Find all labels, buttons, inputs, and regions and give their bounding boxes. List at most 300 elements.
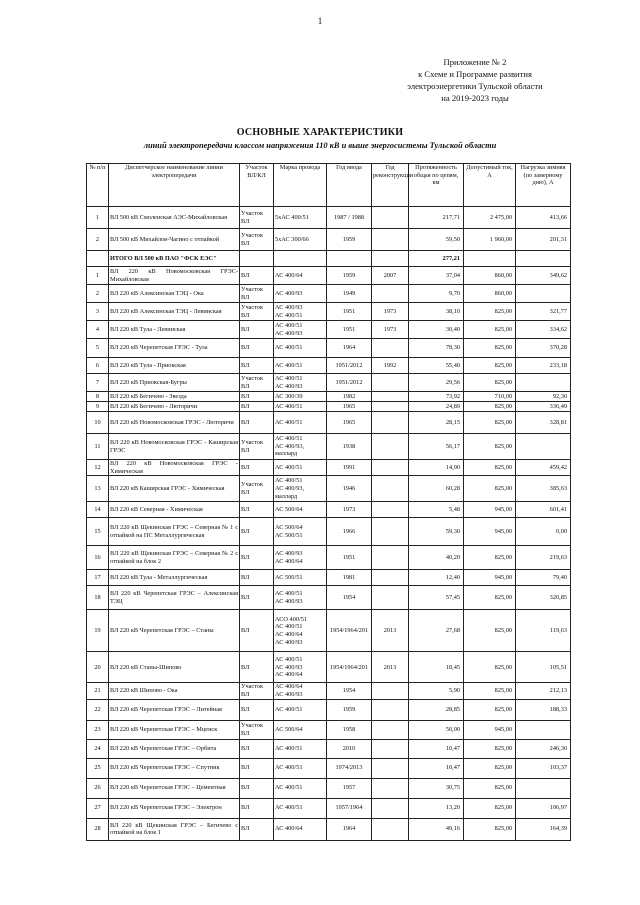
winter-load: 103,37 bbox=[516, 758, 571, 778]
table-row bbox=[87, 392, 571, 402]
table-row bbox=[87, 303, 571, 321]
table-row bbox=[87, 683, 571, 699]
year-commissioned: 1954 bbox=[327, 586, 372, 610]
year-reconstructed bbox=[372, 251, 409, 267]
allowed-current: 825,00 bbox=[464, 434, 516, 460]
section-type: ВЛ bbox=[240, 339, 274, 358]
table-row bbox=[87, 586, 571, 610]
table-row bbox=[87, 267, 571, 285]
line-name: ВЛ 220 кВ Северная - Химическая bbox=[109, 502, 240, 518]
table-row bbox=[87, 374, 571, 392]
winter-load bbox=[516, 251, 571, 267]
section-type: Участок ВЛ bbox=[240, 683, 274, 699]
allowed-current: 710,00 bbox=[464, 392, 516, 402]
line-name: ВЛ 220 кВ Бегичево - Звезда bbox=[109, 392, 240, 402]
row-number: 13 bbox=[87, 476, 109, 502]
length-km: 60,28 bbox=[409, 476, 464, 502]
length-km: 28,85 bbox=[409, 699, 464, 720]
length-km: 5,48 bbox=[409, 502, 464, 518]
section-type: ВЛ bbox=[240, 739, 274, 758]
wire-type: АС 400/51 АС 400/93, маллард bbox=[274, 476, 327, 502]
row-number: 9 bbox=[87, 402, 109, 412]
length-km: 18,45 bbox=[409, 652, 464, 683]
appendix-line: электроэнергетики Тульской области bbox=[407, 81, 543, 91]
row-number: 28 bbox=[87, 818, 109, 840]
year-reconstructed bbox=[372, 758, 409, 778]
section-type: ВЛ bbox=[240, 502, 274, 518]
winter-load: 79,40 bbox=[516, 570, 571, 586]
year-commissioned: 1987 / 1988 bbox=[327, 207, 372, 229]
table-row bbox=[87, 321, 571, 339]
line-name: ВЛ 220 кВ Щекинская ГРЭС – Северная № 2 с отпайкой на блок 2 bbox=[109, 546, 240, 570]
allowed-current: 945,00 bbox=[464, 720, 516, 739]
wire-type: АС 500/64 bbox=[274, 502, 327, 518]
line-name: ВЛ 220 кВ Шипово - Ока bbox=[109, 683, 240, 699]
table-row bbox=[87, 546, 571, 570]
table-row bbox=[87, 476, 571, 502]
row-number: 2 bbox=[87, 229, 109, 251]
table-row bbox=[87, 758, 571, 778]
section-type: ВЛ bbox=[240, 402, 274, 412]
line-name: ВЛ 220 кВ Новомосковская ГРЭС-Михайловская bbox=[110, 267, 238, 283]
table-row bbox=[87, 502, 571, 518]
length-km: 38,10 bbox=[409, 303, 464, 321]
year-commissioned: 1964 bbox=[327, 339, 372, 358]
year-reconstructed bbox=[372, 460, 409, 476]
length-km: 14,90 bbox=[409, 460, 464, 476]
length-km: 24,89 bbox=[409, 402, 464, 412]
length-km: 277,21 bbox=[409, 251, 464, 267]
col-header: Диспетчерское наименование линии электропередачи bbox=[109, 164, 240, 207]
winter-load bbox=[516, 374, 571, 392]
year-commissioned: 1982 bbox=[327, 392, 372, 402]
section-type: ВЛ bbox=[240, 818, 274, 840]
wire-type: АС 400/51 bbox=[274, 402, 327, 412]
wire-type: АС 400/93 bbox=[274, 285, 327, 303]
table-row bbox=[87, 412, 571, 434]
year-commissioned: 1974/2013 bbox=[327, 758, 372, 778]
section-type: Участок ВЛ bbox=[240, 285, 274, 303]
year-reconstructed bbox=[372, 720, 409, 739]
year-commissioned: 1957/1964 bbox=[327, 798, 372, 818]
section-type: ВЛ bbox=[240, 267, 274, 285]
length-km: 37,04 bbox=[409, 267, 464, 285]
year-commissioned: 1949 bbox=[327, 285, 372, 303]
length-km: 50,00 bbox=[409, 720, 464, 739]
row-number: 27 bbox=[87, 798, 109, 818]
year-commissioned: 1954/1964/201 bbox=[327, 652, 372, 683]
col-header: Год ввода bbox=[327, 164, 372, 207]
wire-type: АС 400/51 bbox=[274, 412, 327, 434]
year-reconstructed: 2013 bbox=[372, 610, 409, 652]
power-lines-table bbox=[86, 163, 571, 841]
row-number: 14 bbox=[87, 502, 109, 518]
wire-type: АС 400/64 bbox=[274, 818, 327, 840]
length-km: 59,30 bbox=[409, 518, 464, 546]
row-number: 23 bbox=[87, 720, 109, 739]
allowed-current: 825,00 bbox=[464, 321, 516, 339]
year-reconstructed bbox=[372, 412, 409, 434]
winter-load: 320,85 bbox=[516, 586, 571, 610]
line-name: ВЛ 220 кВ Щекинская ГРЭС – Бегичево с отпайкой на блок 1 bbox=[109, 818, 240, 840]
section-type bbox=[240, 251, 274, 267]
line-name: ВЛ 220 кВ Черепетская ГРЭС – Литейная bbox=[109, 699, 240, 720]
year-reconstructed bbox=[372, 518, 409, 546]
year-reconstructed: 1992 bbox=[372, 358, 409, 374]
table-row bbox=[87, 285, 571, 303]
year-commissioned: 1991 bbox=[327, 460, 372, 476]
col-header: Участок ВЛ/КЛ bbox=[240, 164, 274, 207]
appendix-line: на 2019-2023 годы bbox=[441, 93, 509, 103]
length-km: 217,71 bbox=[409, 207, 464, 229]
year-reconstructed bbox=[372, 207, 409, 229]
allowed-current: 825,00 bbox=[464, 739, 516, 758]
length-km: 5,90 bbox=[409, 683, 464, 699]
length-km: 13,20 bbox=[409, 798, 464, 818]
row-number: 2 bbox=[87, 285, 109, 303]
length-km: 29,56 bbox=[409, 374, 464, 392]
allowed-current: 825,00 bbox=[464, 303, 516, 321]
wire-type: АС 400/51 bbox=[274, 798, 327, 818]
row-number: 6 bbox=[87, 358, 109, 374]
year-commissioned: 1951 bbox=[327, 303, 372, 321]
section-type: Участок ВЛ bbox=[240, 229, 274, 251]
year-reconstructed bbox=[372, 339, 409, 358]
row-number: 16 bbox=[87, 546, 109, 570]
year-commissioned: 1981 bbox=[327, 570, 372, 586]
table-row bbox=[87, 358, 571, 374]
allowed-current: 860,00 bbox=[464, 267, 516, 285]
line-name: ВЛ 220 кВ Тула - Приокская bbox=[109, 358, 240, 374]
table-row bbox=[87, 460, 571, 476]
winter-load: 336,49 bbox=[516, 402, 571, 412]
line-name: ВЛ 220 кВ Черепетская ГРЭС – Цементная bbox=[109, 778, 240, 798]
winter-load: 370,28 bbox=[516, 339, 571, 358]
line-name: ВЛ 220 кВ Черепетская ГРЭС - Тула bbox=[109, 339, 240, 358]
row-number: 11 bbox=[87, 434, 109, 460]
table-row bbox=[87, 778, 571, 798]
year-reconstructed bbox=[372, 570, 409, 586]
section-type: ВЛ bbox=[240, 460, 274, 476]
wire-type: 5хАС 300/66 bbox=[274, 229, 327, 251]
year-commissioned: 1938 bbox=[327, 434, 372, 460]
row-number: 25 bbox=[87, 758, 109, 778]
length-km: 56,17 bbox=[409, 434, 464, 460]
winter-load bbox=[516, 285, 571, 303]
allowed-current: 825,00 bbox=[464, 798, 516, 818]
year-reconstructed bbox=[372, 818, 409, 840]
section-type: ВЛ bbox=[240, 321, 274, 339]
year-reconstructed bbox=[372, 374, 409, 392]
col-header: Марка провода bbox=[274, 164, 327, 207]
length-km: 40,20 bbox=[409, 546, 464, 570]
line-name: ВЛ 220 кВ Алексинская ТЭЦ - Левинская bbox=[109, 303, 240, 321]
row-number: 3 bbox=[87, 303, 109, 321]
section-type: ВЛ bbox=[240, 778, 274, 798]
winter-load: 246,30 bbox=[516, 739, 571, 758]
year-commissioned: 1951 bbox=[327, 321, 372, 339]
document-subtitle: линий электропередачи классом напряжения 110 кВ и выше энергосистемы Тульской области bbox=[143, 141, 497, 150]
winter-load: 92,30 bbox=[516, 392, 571, 402]
section-type: ВЛ bbox=[240, 586, 274, 610]
year-commissioned: 1954 bbox=[327, 683, 372, 699]
year-reconstructed: 2013 bbox=[372, 652, 409, 683]
allowed-current: 825,00 bbox=[464, 778, 516, 798]
winter-load: 105,51 bbox=[516, 652, 571, 683]
year-commissioned: 1954/1964/201 bbox=[327, 610, 372, 652]
section-type: ВЛ bbox=[240, 758, 274, 778]
length-km: 10,47 bbox=[409, 758, 464, 778]
section-type: ВЛ bbox=[240, 358, 274, 374]
year-reconstructed bbox=[372, 229, 409, 251]
section-type: ВЛ bbox=[240, 699, 274, 720]
winter-load: 119,63 bbox=[516, 610, 571, 652]
year-commissioned: 1946 bbox=[327, 476, 372, 502]
row-number: 5 bbox=[87, 339, 109, 358]
winter-load bbox=[516, 778, 571, 798]
length-km: 10,47 bbox=[409, 739, 464, 758]
year-commissioned: 1965 bbox=[327, 402, 372, 412]
length-km: 9,70 bbox=[409, 285, 464, 303]
winter-load: 212,13 bbox=[516, 683, 571, 699]
line-name: ВЛ 220 кВ Черепетская ГРЭС – Спутник bbox=[109, 758, 240, 778]
section-type: Участок ВЛ bbox=[240, 303, 274, 321]
row-number: 20 bbox=[87, 652, 109, 683]
allowed-current: 945,00 bbox=[464, 570, 516, 586]
wire-type: АС 400/51 АС 400/93, маллард bbox=[274, 434, 327, 460]
line-name: ВЛ 220 кВ Черепетская ГРЭС – Мценск bbox=[109, 720, 240, 739]
table-row bbox=[87, 570, 571, 586]
wire-type: АС 400/51 АС 400/93 bbox=[274, 374, 327, 392]
winter-load: 459,42 bbox=[516, 460, 571, 476]
row-number: 26 bbox=[87, 778, 109, 798]
line-name: ВЛ 500 кВ Смоленская АЭС-Михайловская bbox=[109, 207, 240, 229]
winter-load: 219,63 bbox=[516, 546, 571, 570]
section-type: ВЛ bbox=[240, 610, 274, 652]
year-reconstructed: 2007 bbox=[372, 267, 409, 285]
section-type: Участок ВЛ bbox=[240, 476, 274, 502]
row-number: 15 bbox=[87, 518, 109, 546]
winter-load: 328,81 bbox=[516, 412, 571, 434]
row-number: 17 bbox=[87, 570, 109, 586]
appendix-header bbox=[390, 56, 560, 104]
allowed-current: 1 960,00 bbox=[464, 229, 516, 251]
winter-load: 188,33 bbox=[516, 699, 571, 720]
table-header-row bbox=[87, 164, 571, 207]
allowed-current: 825,00 bbox=[464, 586, 516, 610]
length-km: 30,40 bbox=[409, 321, 464, 339]
table-row bbox=[87, 798, 571, 818]
col-header: № п/п bbox=[87, 164, 109, 207]
col-header: Допустимый ток, А bbox=[464, 164, 516, 207]
year-reconstructed bbox=[372, 778, 409, 798]
allowed-current: 825,00 bbox=[464, 546, 516, 570]
section-type: Участок ВЛ bbox=[240, 720, 274, 739]
year-reconstructed bbox=[372, 699, 409, 720]
wire-type: АС 500/64 АС 500/51 bbox=[274, 518, 327, 546]
table-row bbox=[87, 652, 571, 683]
length-km: 57,45 bbox=[409, 586, 464, 610]
winter-load: 164,39 bbox=[516, 818, 571, 840]
col-header: Протяженность общая по цепям, км bbox=[409, 164, 464, 207]
page-number: 1 bbox=[317, 16, 323, 26]
col-header: Нагрузка зимняя (по замерному дню), А bbox=[516, 164, 571, 207]
row-number: 19 bbox=[87, 610, 109, 652]
year-reconstructed bbox=[372, 476, 409, 502]
year-commissioned: 1964 bbox=[327, 818, 372, 840]
line-name: ВЛ 220 кВ Тула - Металлургическая bbox=[109, 570, 240, 586]
allowed-current: 825,00 bbox=[464, 358, 516, 374]
row-number: 1 bbox=[87, 267, 109, 285]
row-number: 22 bbox=[87, 699, 109, 720]
row-number: 1 bbox=[87, 207, 109, 229]
year-reconstructed: 1973 bbox=[372, 321, 409, 339]
wire-type: АС 400/51 bbox=[274, 358, 327, 374]
wire-type: АС 400/51 bbox=[274, 339, 327, 358]
allowed-current: 825,00 bbox=[464, 699, 516, 720]
length-km: 28,15 bbox=[409, 412, 464, 434]
section-type: ВЛ bbox=[240, 518, 274, 546]
year-commissioned: 1959 bbox=[327, 229, 372, 251]
line-name: ВЛ 220 кВ Алексинская ТЭЦ - Ока bbox=[109, 285, 240, 303]
length-km: 27,68 bbox=[409, 610, 464, 652]
wire-type: АС 400/93 АС 400/64 bbox=[274, 546, 327, 570]
line-name: ВЛ 220 кВ Бегичево - Люторичи bbox=[109, 402, 240, 412]
winter-load: 349,62 bbox=[516, 267, 571, 285]
year-commissioned: 1973 bbox=[327, 502, 372, 518]
section-type: ВЛ bbox=[240, 412, 274, 434]
year-reconstructed bbox=[372, 798, 409, 818]
wire-type: АС 500/51 bbox=[274, 570, 327, 586]
winter-load: 201,31 bbox=[516, 229, 571, 251]
allowed-current: 825,00 bbox=[464, 758, 516, 778]
year-reconstructed bbox=[372, 683, 409, 699]
length-km: 49,16 bbox=[409, 818, 464, 840]
line-name: ИТОГО ВЛ 500 кВ ПАО "ФСК ЕЭС" bbox=[109, 251, 240, 267]
line-name: ВЛ 220 кВ Новомосковская ГРЭС - Каширская ГРЭС bbox=[109, 434, 240, 460]
table-row bbox=[87, 339, 571, 358]
row-number: 12 bbox=[87, 460, 109, 476]
appendix-line: Приложение № 2 bbox=[443, 57, 507, 67]
allowed-current: 825,00 bbox=[464, 610, 516, 652]
year-commissioned: 1951/2012 bbox=[327, 374, 372, 392]
row-number: 21 bbox=[87, 683, 109, 699]
winter-load: 334,62 bbox=[516, 321, 571, 339]
allowed-current: 860,00 bbox=[464, 285, 516, 303]
allowed-current bbox=[464, 251, 516, 267]
allowed-current: 825,00 bbox=[464, 476, 516, 502]
wire-type: АС 400/51 bbox=[274, 778, 327, 798]
document-title: ОСНОВНЫЕ ХАРАКТЕРИСТИКИ bbox=[236, 127, 404, 138]
year-reconstructed bbox=[372, 586, 409, 610]
length-km: 73,92 bbox=[409, 392, 464, 402]
line-name: ВЛ 500 кВ Михайлов-Чагино с отпайкой bbox=[109, 229, 240, 251]
allowed-current: 825,00 bbox=[464, 412, 516, 434]
allowed-current: 945,00 bbox=[464, 518, 516, 546]
wire-type: АС 400/51 bbox=[274, 739, 327, 758]
winter-load bbox=[516, 720, 571, 739]
wire-type: АС 400/93 АС 400/51 bbox=[274, 303, 327, 321]
row-number bbox=[87, 251, 109, 267]
year-reconstructed bbox=[372, 392, 409, 402]
line-name: ВЛ 220 кВ Станы-Шипово bbox=[109, 652, 240, 683]
table-row bbox=[87, 818, 571, 840]
table-row bbox=[87, 207, 571, 229]
length-km: 55,40 bbox=[409, 358, 464, 374]
winter-load: 385,63 bbox=[516, 476, 571, 502]
wire-type: АС 400/51 bbox=[274, 699, 327, 720]
section-type: ВЛ bbox=[240, 798, 274, 818]
section-type: Участок ВЛ bbox=[240, 374, 274, 392]
wire-type: АС 500/64 bbox=[274, 720, 327, 739]
table-row bbox=[87, 699, 571, 720]
year-reconstructed bbox=[372, 739, 409, 758]
line-name: ВЛ 220 кВ Приокская-Бугры bbox=[109, 374, 240, 392]
wire-type: АС 300/39 bbox=[274, 392, 327, 402]
allowed-current: 825,00 bbox=[464, 402, 516, 412]
winter-load: 321,77 bbox=[516, 303, 571, 321]
line-name: ВЛ 220 кВ Новомосковская ГРЭС - Химическая bbox=[110, 460, 238, 475]
line-name: ВЛ 220 кВ Щекинская ГРЭС – Северная № 1 с отпайкой на ПС Металлургическая bbox=[109, 518, 240, 546]
appendix-line: к Схеме и Программе развития bbox=[418, 69, 532, 79]
allowed-current: 825,00 bbox=[464, 339, 516, 358]
row-number: 10 bbox=[87, 412, 109, 434]
table-row bbox=[87, 518, 571, 546]
wire-type: АС 400/51 АС 400/93 bbox=[274, 586, 327, 610]
winter-load: 106,97 bbox=[516, 798, 571, 818]
year-reconstructed bbox=[372, 434, 409, 460]
table-row bbox=[87, 229, 571, 251]
year-commissioned: 1959 bbox=[327, 699, 372, 720]
year-commissioned: 1951/2012 bbox=[327, 358, 372, 374]
line-name: ВЛ 220 кВ Каширская ГРЭС - Химическая bbox=[109, 476, 240, 502]
col-header: Год реконструкции bbox=[372, 164, 409, 207]
wire-type: АС 400/51 bbox=[274, 758, 327, 778]
year-commissioned bbox=[327, 251, 372, 267]
wire-type: АС 400/51 АС 400/93 bbox=[274, 321, 327, 339]
year-commissioned: 1958 bbox=[327, 720, 372, 739]
year-commissioned: 2010 bbox=[327, 739, 372, 758]
allowed-current: 945,00 bbox=[464, 502, 516, 518]
section-type: ВЛ bbox=[240, 652, 274, 683]
year-reconstructed: 1973 bbox=[372, 303, 409, 321]
winter-load: 413,66 bbox=[516, 207, 571, 229]
line-name: ВЛ 220 кВ Черепетская ГРЭС – Станы bbox=[109, 610, 240, 652]
table-row bbox=[87, 610, 571, 652]
table-row bbox=[87, 739, 571, 758]
row-number: 18 bbox=[87, 586, 109, 610]
table-row bbox=[87, 402, 571, 412]
line-name: ВЛ 220 кВ Новомосковская ГРЭС - Люторичи bbox=[109, 412, 240, 434]
section-type: Участок ВЛ bbox=[240, 434, 274, 460]
wire-type: АС 400/64 АС 400/93 bbox=[274, 683, 327, 699]
length-km: 12,40 bbox=[409, 570, 464, 586]
year-reconstructed bbox=[372, 502, 409, 518]
row-number: 4 bbox=[87, 321, 109, 339]
winter-load: 601,41 bbox=[516, 502, 571, 518]
allowed-current: 2 475,00 bbox=[464, 207, 516, 229]
wire-type bbox=[274, 251, 327, 267]
table-row bbox=[87, 434, 571, 460]
allowed-current: 825,00 bbox=[464, 818, 516, 840]
allowed-current: 825,00 bbox=[464, 460, 516, 476]
table-total-row bbox=[87, 251, 571, 267]
allowed-current: 825,00 bbox=[464, 683, 516, 699]
line-name: ВЛ 220 кВ Черепетская ГРЭС – Орбита bbox=[109, 739, 240, 758]
year-commissioned: 1965 bbox=[327, 412, 372, 434]
year-commissioned: 1966 bbox=[327, 518, 372, 546]
row-number: 8 bbox=[87, 392, 109, 402]
